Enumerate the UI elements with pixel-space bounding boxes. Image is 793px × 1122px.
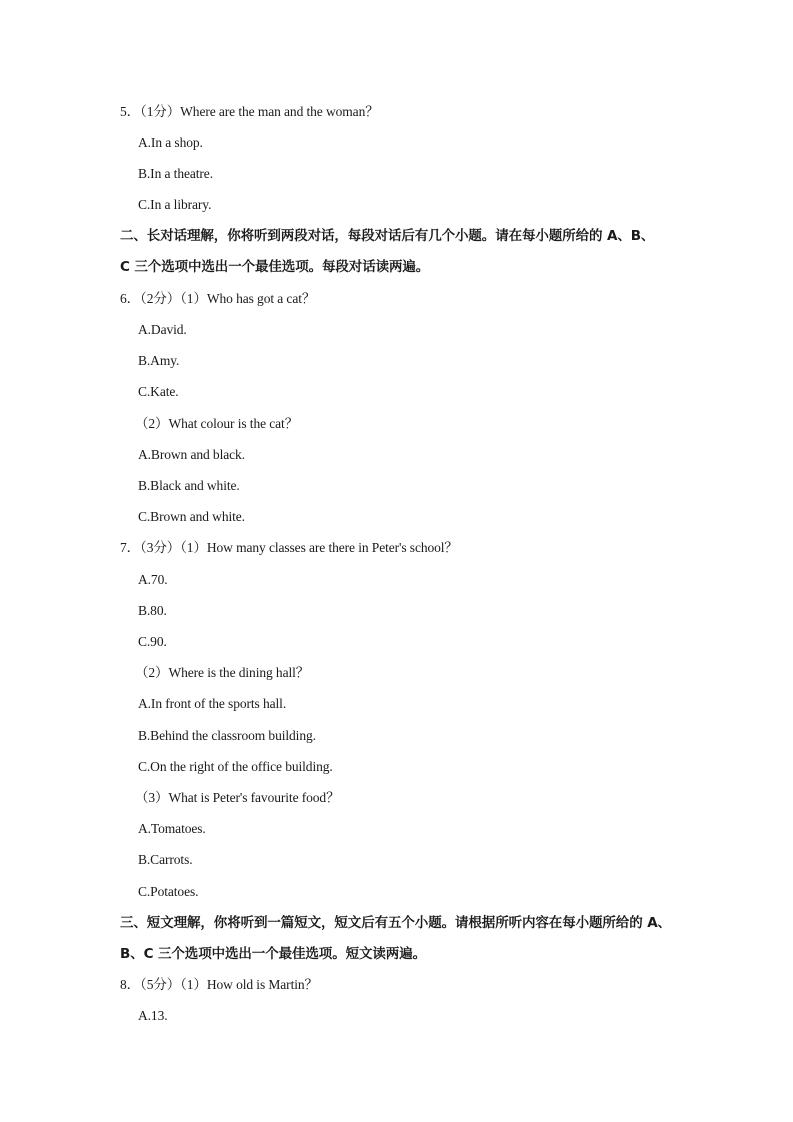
section-3-heading-line2: B、C 三个选项中选出一个最佳选项。短文读两遍。 [120,946,426,962]
q5-option-c: C.In a library. [138,197,212,212]
question-5: 5．（1分）Where are the man and the woman？ [120,104,379,119]
section-3-heading-line1: 三、短文理解，你将听到一篇短文，短文后有五个小题。请根据所听内容在每小题所给的 A、 [120,915,671,931]
q5-option-a: A.In a shop. [138,135,203,150]
q7-3-option-a: A.Tomatoes. [138,821,206,836]
question-7: 7．（3分）（1）How many classes are there in Peter's school？ [120,540,458,555]
question-7-sub-3: （3）What is Peter's favourite food？ [135,790,340,805]
q7-2-option-b: B.Behind the classroom building. [138,728,316,743]
q6-2-option-b: B.Black and white. [138,478,240,493]
section-2-heading-line2: C 三个选项中选出一个最佳选项。每段对话读两遍。 [120,259,430,275]
q7-3-option-c: C.Potatoes. [138,884,199,899]
q5-option-b: B.In a theatre. [138,166,213,181]
question-8: 8．（5分）（1）How old is Martin？ [120,977,318,992]
q7-1-option-b: B.80. [138,603,167,618]
q7-2-option-c: C.On the right of the office building. [138,759,333,774]
q7-1-option-a: A.70. [138,572,168,587]
question-7-sub-2: （2）Where is the dining hall？ [135,665,310,680]
q6-1-option-c: C.Kate. [138,384,179,399]
q8-1-option-a: A.13. [138,1008,168,1023]
q7-3-option-b: B.Carrots. [138,852,193,867]
q7-1-option-c: C.90. [138,634,167,649]
section-2-heading-line1: 二、长对话理解，你将听到两段对话，每段对话后有几个小题。请在每小题所给的 A、B、 [120,228,655,244]
q6-2-option-c: C.Brown and white. [138,509,245,524]
q7-2-option-a: A.In front of the sports hall. [138,696,287,711]
q6-2-option-a: A.Brown and black. [138,447,245,462]
q6-1-option-b: B.Amy. [138,353,180,368]
q6-1-option-a: A.David. [138,322,187,337]
question-6: 6．（2分）（1）Who has got a cat？ [120,291,316,306]
question-6-sub-2: （2）What colour is the cat？ [135,416,299,431]
